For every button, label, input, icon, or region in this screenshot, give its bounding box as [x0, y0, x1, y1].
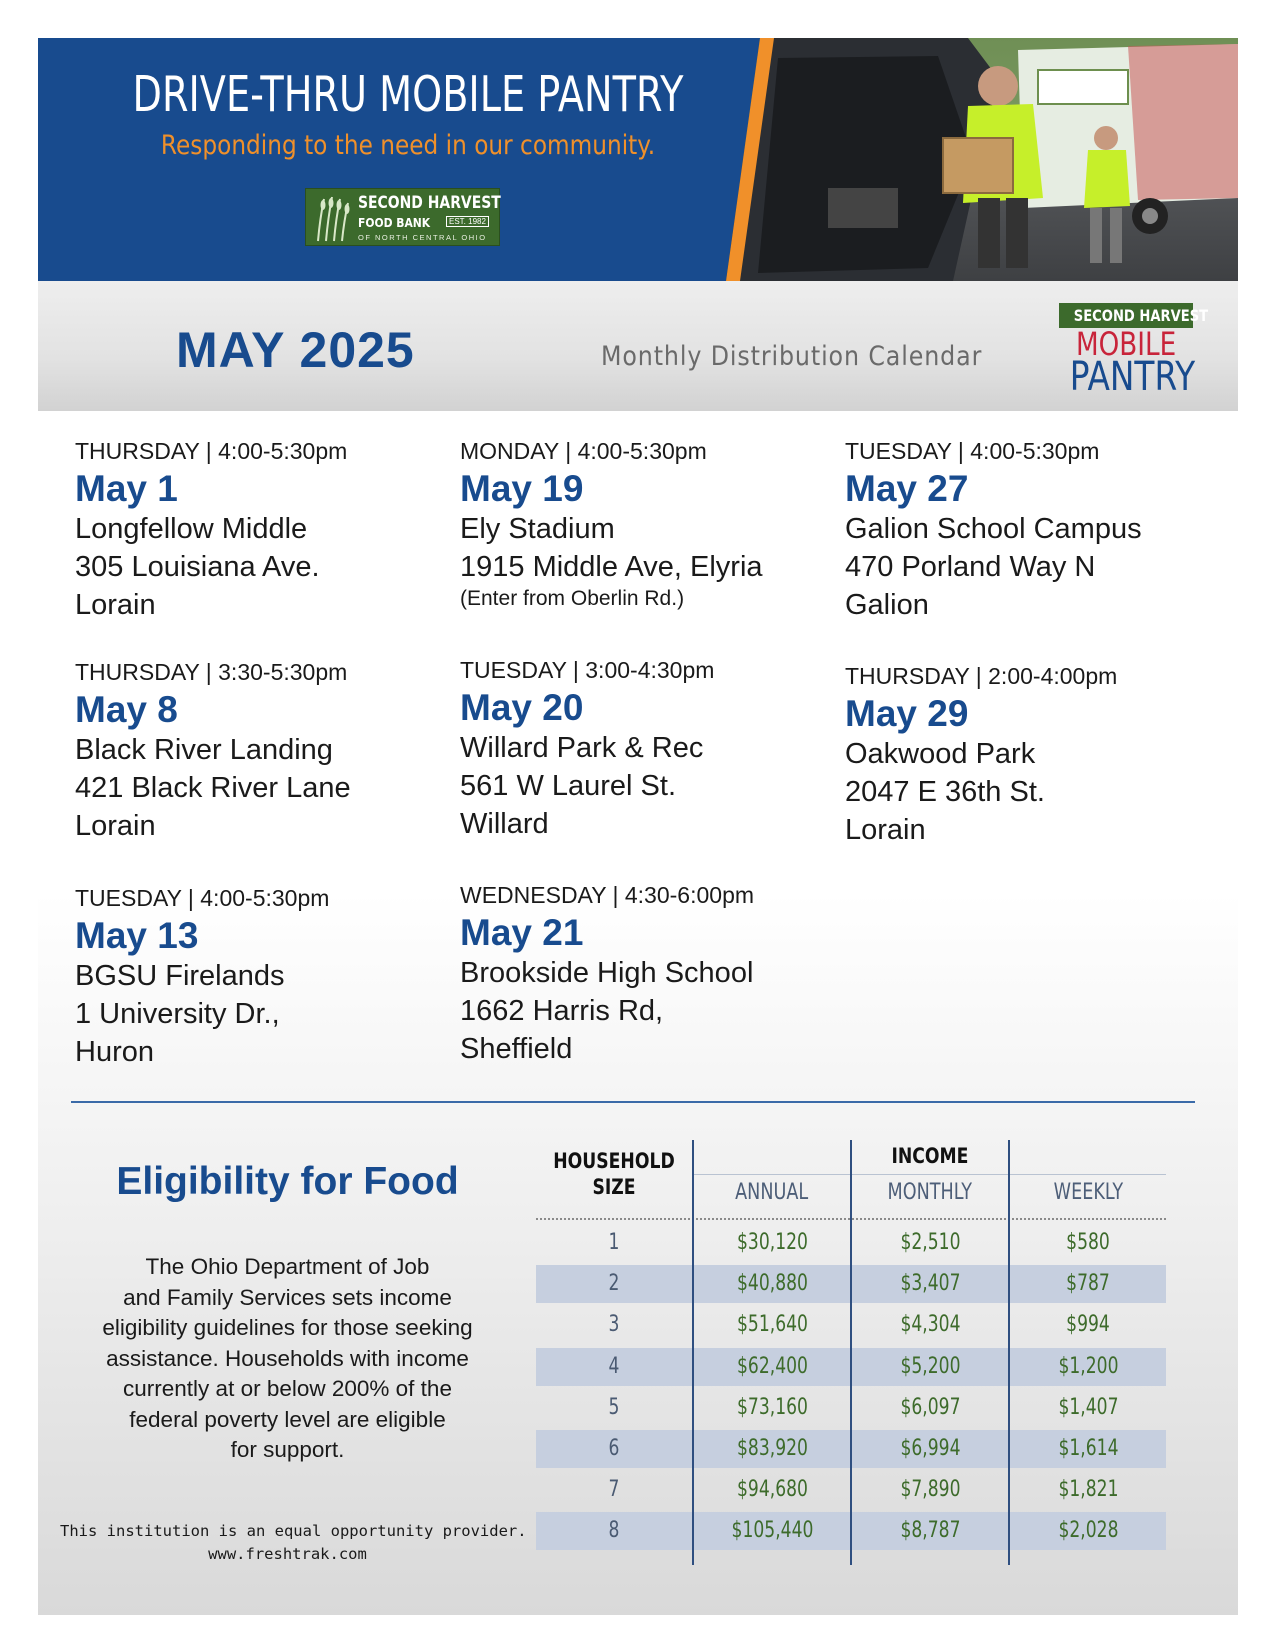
weekly-income-cell: $1,407 [1057, 1394, 1119, 1420]
eligibility-text-line: for support. [230, 1437, 345, 1462]
mobile-pantry-logo-tag: SECOND HARVEST [1059, 303, 1193, 328]
event-address: 1 University Dr., [75, 998, 280, 1030]
event-note: (Enter from Oberlin Rd.) [460, 587, 685, 610]
eligibility-text-line: eligibility guidelines for those seeking [102, 1315, 473, 1340]
monthly-income-cell: $8,787 [899, 1518, 961, 1544]
event-address: 305 Louisiana Ave. [75, 551, 320, 583]
event-may-20 [460, 656, 714, 843]
weekly-income-cell: $580 [1066, 1230, 1110, 1255]
household-size-cell: 8 [608, 1518, 620, 1544]
month-title: MAY 2025 [176, 322, 415, 378]
event-date: May 13 [75, 915, 199, 956]
event-date: May 29 [845, 693, 969, 734]
event-city: Willard [460, 808, 549, 840]
event-city: Galion [845, 589, 929, 621]
household-size-cell: 6 [608, 1436, 620, 1461]
event-address: 1662 Harris Rd, [460, 995, 664, 1027]
event-address: 561 W Laurel St. [460, 770, 676, 802]
household-size-header: HOUSEHOLD SIZE [553, 1149, 675, 1199]
weekly-income-cell: $1,200 [1057, 1353, 1119, 1379]
event-address: 470 Porland Way N [845, 551, 1096, 583]
weekly-column-header: WEEKLY [1053, 1180, 1123, 1205]
income-table [536, 1140, 1166, 1565]
footer-note [60, 1520, 527, 1566]
event-city: Lorain [75, 589, 156, 621]
event-location: Black River Landing [75, 734, 333, 766]
column-divider [850, 1140, 852, 1565]
annual-income-cell: $62,400 [736, 1353, 808, 1379]
annual-income-cell: $51,640 [736, 1312, 808, 1338]
eligibility-text-line: The Ohio Department of Job [145, 1254, 430, 1279]
freshtrak-link[interactable]: www.freshtrak.com [208, 1545, 367, 1563]
event-time: THURSDAY | 4:00-5:30pm [75, 438, 348, 464]
event-date: May 21 [460, 912, 584, 953]
eligibility-text [60, 1252, 515, 1466]
eligibility-text-line: federal poverty level are eligible [129, 1406, 446, 1432]
event-may-19 [460, 437, 763, 612]
monthly-column-header: MONTHLY [887, 1180, 973, 1205]
calendar-label: Monthly Distribution Calendar [601, 341, 983, 372]
event-date: May 8 [75, 689, 178, 730]
wheat-icon [310, 193, 356, 243]
annual-income-cell: $73,160 [736, 1394, 808, 1420]
monthly-income-cell: $6,994 [899, 1436, 961, 1461]
mobile-pantry-logo [1056, 303, 1209, 403]
event-may-8 [75, 658, 351, 845]
event-time: THURSDAY | 2:00-4:00pm [845, 663, 1118, 689]
eligibility-text-line: assistance. Households with income [106, 1345, 469, 1371]
event-time: TUESDAY | 3:00-4:30pm [460, 657, 715, 683]
household-size-cell: 3 [608, 1312, 620, 1338]
event-location: BGSU Firelands [75, 960, 285, 992]
event-address: 1915 Middle Ave, Elyria [460, 551, 763, 583]
event-may-13 [75, 884, 329, 1071]
household-size-cell: 1 [608, 1230, 620, 1255]
column-divider [692, 1140, 694, 1565]
header-banner [38, 38, 1238, 281]
event-address: 2047 E 36th St. [845, 776, 1045, 808]
monthly-income-cell: $3,407 [899, 1271, 961, 1297]
event-location: Oakwood Park [845, 738, 1036, 770]
equal-opportunity-statement: This institution is an equal opportunity provider. [60, 1522, 527, 1540]
logo-line-2: FOOD BANK [358, 215, 431, 230]
banner-title: DRIVE-THRU MOBILE PANTRY [132, 66, 684, 123]
event-location: Ely Stadium [460, 513, 615, 545]
annual-income-cell: $83,920 [736, 1436, 808, 1461]
event-time: MONDAY | 4:00-5:30pm [460, 438, 707, 464]
weekly-income-cell: $1,821 [1057, 1477, 1119, 1503]
income-header-rule [694, 1174, 1166, 1175]
banner-tagline: Responding to the need in our community. [160, 130, 656, 161]
eligibility-text-line: currently at or below 200% of the [123, 1376, 452, 1401]
weekly-income-cell: $2,028 [1057, 1518, 1119, 1544]
logo-line-3: OF NORTH CENTRAL OHIO [358, 233, 487, 242]
event-date: May 27 [845, 468, 969, 509]
section-divider [71, 1101, 1195, 1103]
eligibility-title: Eligibility for Food [116, 1160, 459, 1203]
monthly-income-cell: $6,097 [899, 1394, 961, 1420]
annual-income-cell: $105,440 [731, 1518, 813, 1544]
event-may-27 [845, 437, 1142, 624]
event-time: THURSDAY | 3:30-5:30pm [75, 659, 348, 685]
logo-est: EST. 1982 [446, 216, 489, 227]
household-size-cell: 4 [608, 1353, 620, 1379]
event-date: May 1 [75, 468, 178, 509]
household-size-cell: 5 [608, 1394, 620, 1420]
weekly-income-cell: $787 [1066, 1271, 1110, 1297]
annual-column-header: ANNUAL [735, 1180, 809, 1205]
event-location: Galion School Campus [845, 513, 1142, 545]
monthly-income-cell: $7,890 [899, 1477, 961, 1503]
event-may-29 [845, 662, 1117, 849]
monthly-income-cell: $2,510 [899, 1230, 961, 1255]
event-time: TUESDAY | 4:00-5:30pm [845, 438, 1100, 464]
event-city: Lorain [75, 810, 156, 842]
eligibility-text-line: and Family Services sets income [123, 1284, 452, 1310]
column-divider [1008, 1140, 1010, 1565]
event-city: Sheffield [460, 1033, 573, 1065]
event-location: Brookside High School [460, 957, 754, 989]
event-time: TUESDAY | 4:00-5:30pm [75, 885, 330, 911]
income-header: INCOME [891, 1144, 969, 1168]
event-city: Lorain [845, 814, 926, 846]
household-size-cell: 2 [608, 1271, 620, 1297]
weekly-income-cell: $1,614 [1057, 1436, 1119, 1461]
event-city: Huron [75, 1036, 154, 1068]
annual-income-cell: $40,880 [736, 1271, 808, 1297]
event-location: Longfellow Middle [75, 513, 308, 545]
event-date: May 19 [460, 468, 584, 509]
mobile-pantry-logo-mobile: MOBILE [1075, 325, 1177, 363]
annual-income-cell: $30,120 [736, 1230, 808, 1255]
event-may-1 [75, 437, 347, 624]
monthly-income-cell: $5,200 [899, 1353, 961, 1379]
month-strip [38, 281, 1238, 411]
event-time: WEDNESDAY | 4:30-6:00pm [460, 882, 755, 908]
mobile-pantry-logo-pantry: PANTRY [1069, 354, 1196, 400]
annual-income-cell: $94,680 [736, 1477, 808, 1503]
event-address: 421 Black River Lane [75, 772, 351, 804]
event-may-21 [460, 881, 754, 1068]
household-size-cell: 7 [608, 1477, 620, 1503]
monthly-income-cell: $4,304 [899, 1312, 961, 1338]
event-date: May 20 [460, 687, 584, 728]
second-harvest-logo [305, 188, 500, 246]
logo-line-1: SECOND HARVEST [358, 193, 501, 213]
weekly-income-cell: $994 [1066, 1312, 1110, 1338]
event-location: Willard Park & Rec [460, 732, 704, 764]
